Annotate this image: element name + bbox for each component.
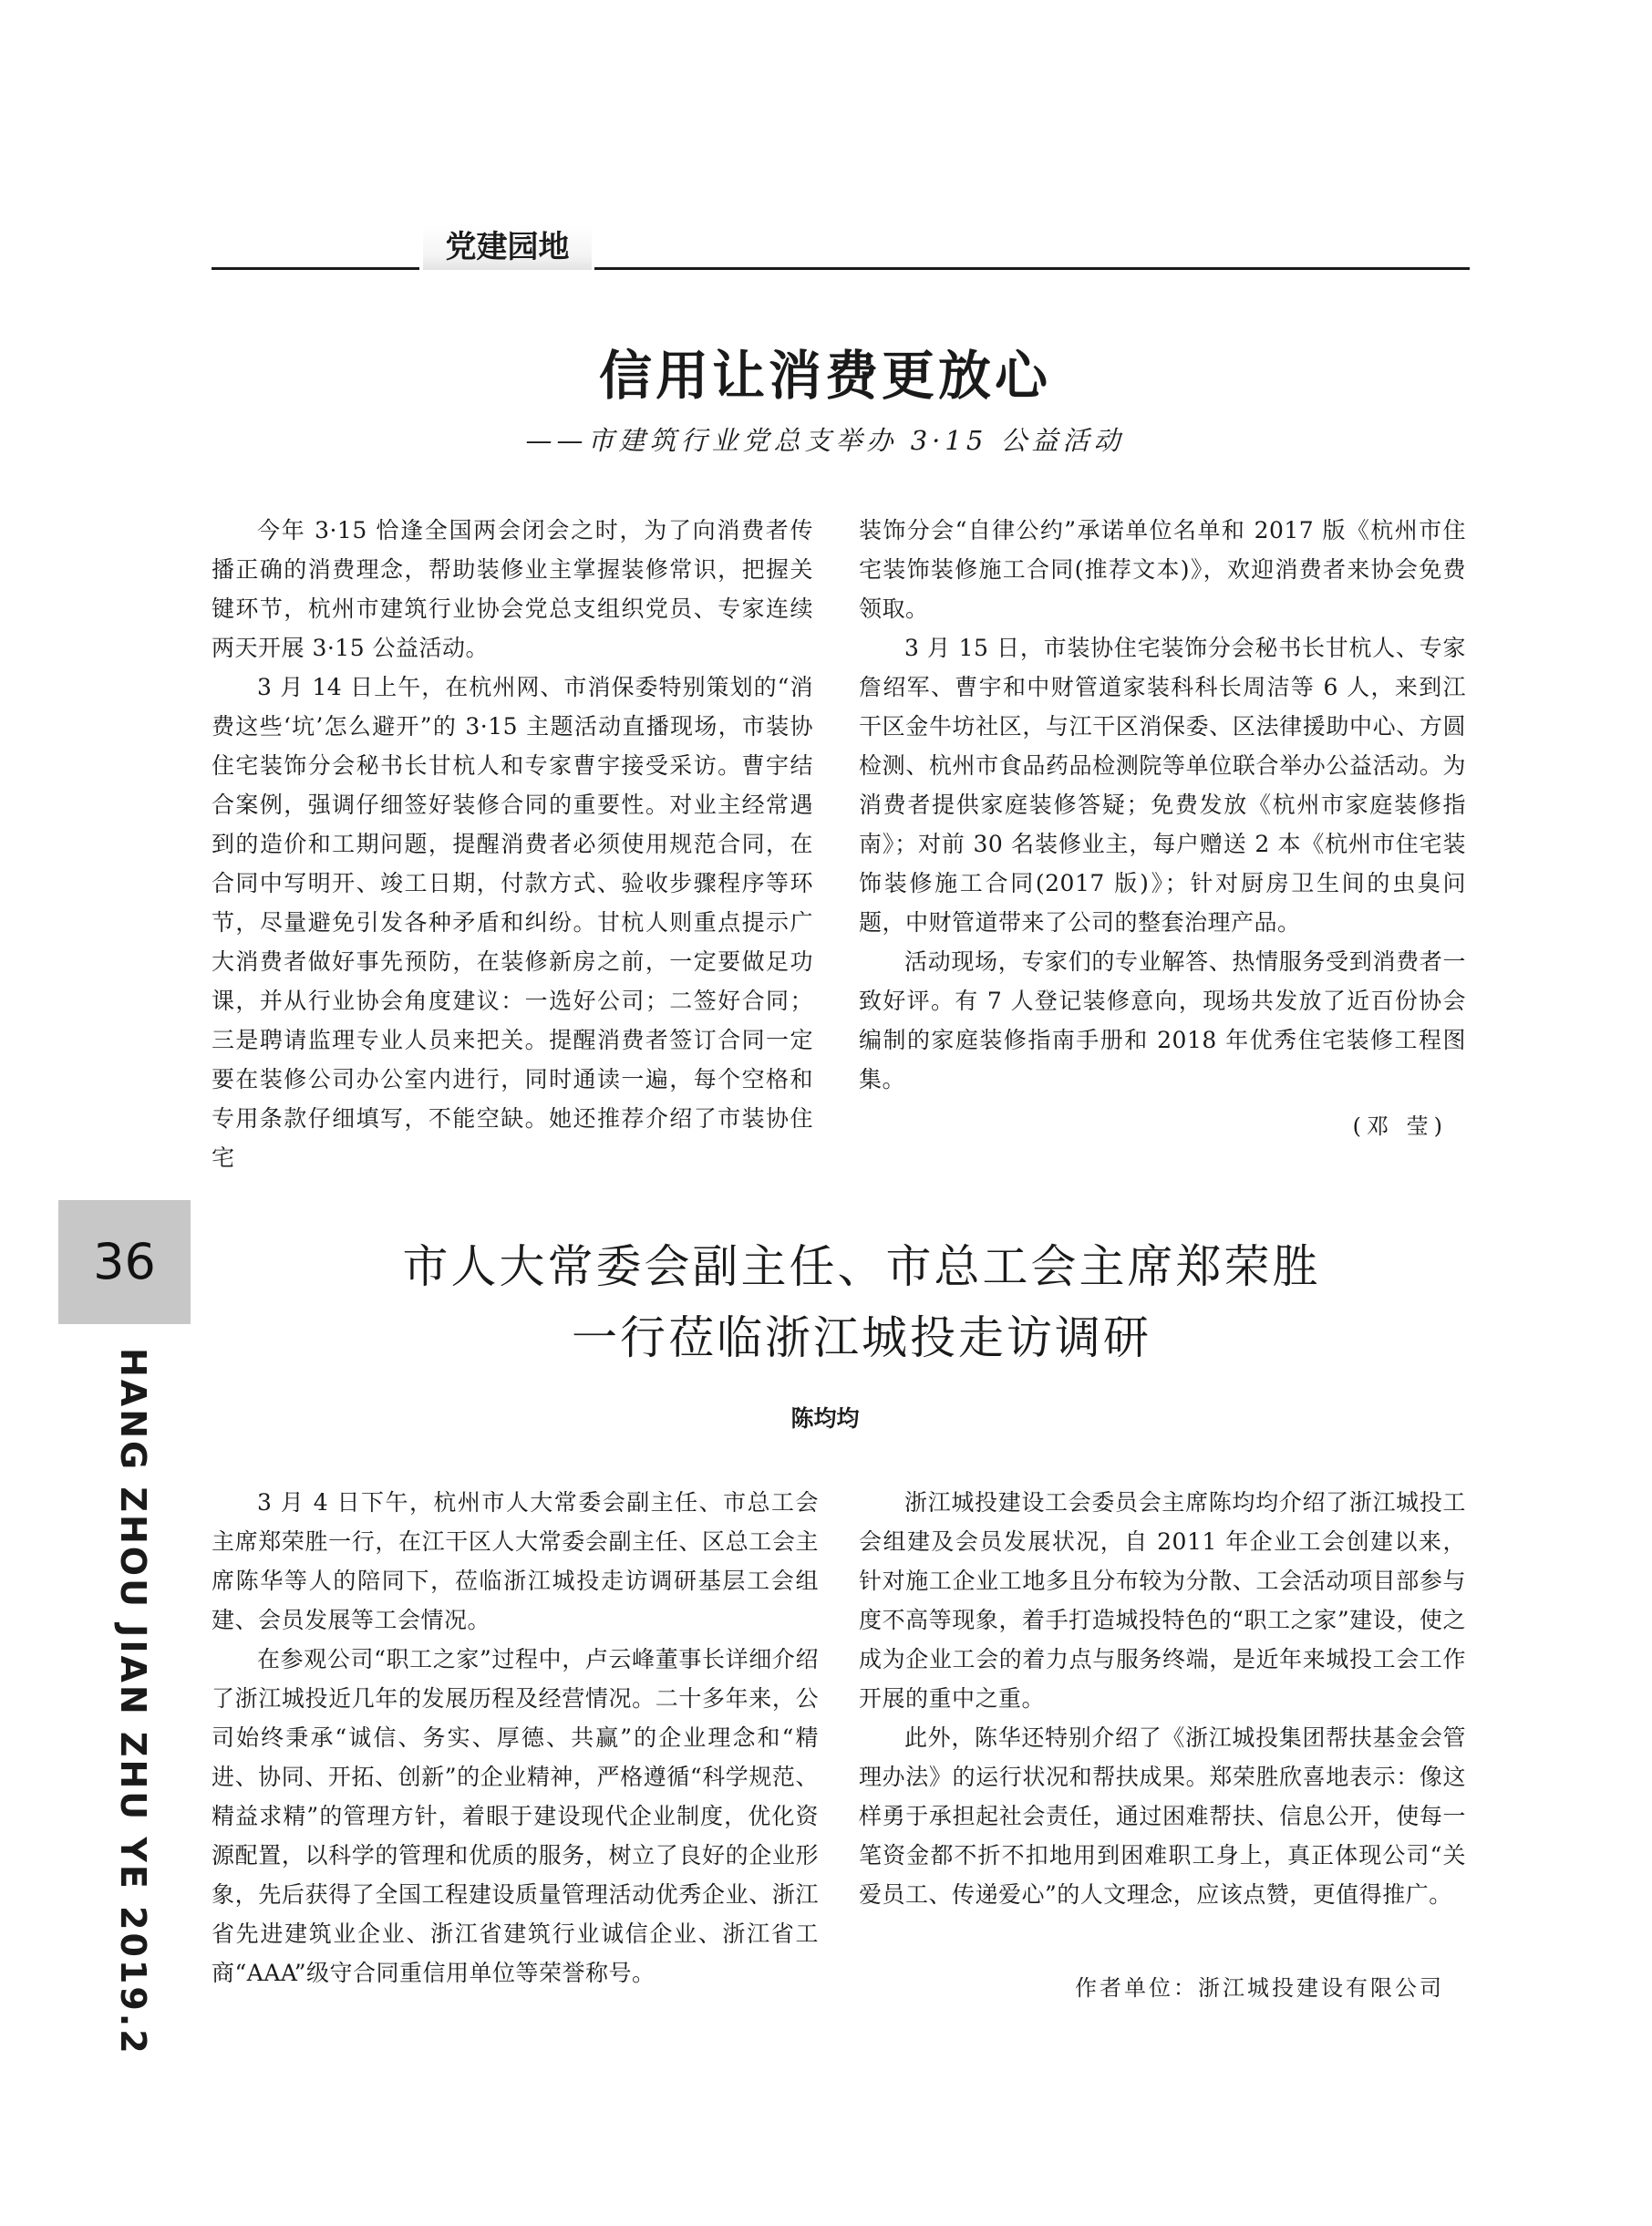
article1-right-continuation: 装饰分会“自律公约”承诺单位名单和 2017 版《杭州市住宅装饰装修施工合同(推荐文本)》，欢迎消费者来协会免费领取。 <box>859 517 1466 622</box>
article1-signature: (邓 莹) <box>1352 1113 1448 1139</box>
article2-right-column <box>859 1483 1466 1914</box>
article1-subtitle: ——市建筑行业党总支举办 3·15 公益活动 <box>525 425 1125 456</box>
article2-left-paragraph: 3 月 4 日下午，杭州市人大常委会副主任、市总工会主席郑荣胜一行，在江干区人大常委会副主任、区总工会主席陈华等人的陪同下，莅临浙江城投走访调研基层工会组建、会员发展等工会情况。 <box>212 1489 819 1633</box>
article1-title: 信用让消费更放心 <box>598 345 1051 407</box>
article2-title-line2: 一行莅临浙江城投走访调研 <box>572 1311 1151 1364</box>
article2-signature: 作者单位：浙江城投建设有限公司 <box>1075 1975 1444 2001</box>
section-rule-right <box>594 267 1470 270</box>
article2-title-line1: 市人大常委会副主任、市总工会主席郑荣胜 <box>402 1240 1321 1293</box>
article1-left-paragraph: 3 月 14 日上午，在杭州网、市消保委特别策划的“消费这些‘坑’怎么避开”的 3·15 主题活动直播现场，市装协住宅装饰分会秘书长甘杭人和专家曹宇接受采访。曹宇结合案例，强调仔细签好装修合同的重要性。对业主经常遇到的造价和工期问题，提醒消费者必须使用规范合同，在合同中写明开、竣工日期，付款方式、验收步骤程序等环节，尽量避免引发各种矛盾和纠纷。甘杭人则重点提示广大消费者做好事先预防，在装修新房之前，一定要做足功课，并从行业协会角度建议：一选好公司；二签好合同；三是聘请监理专业人员来把关。提醒消费者签订合同一定要在装修公司办公室内进行，同时通读一遍，每个空格和专用条款仔细填写，不能空缺。她还推荐介绍了市装协住宅 <box>212 674 813 1171</box>
page-number: 36 <box>58 1200 191 1324</box>
article2-left-column <box>212 1483 819 1993</box>
article2-left-paragraph: 在参观公司“职工之家”过程中，卢云峰董事长详细介绍了浙江城投近几年的发展历程及经营情况。二十多年来，公司始终秉承“诚信、务实、厚德、共赢”的企业理念和“精进、协同、开拓、创新”的企业精神，严格遵循“科学规范、精益求精”的管理方针，着眼于建设现代企业制度，优化资源配置，以科学的管理和优质的服务，树立了良好的企业形象，先后获得了全国工程建设质量管理活动优秀企业、浙江省先进建筑业企业、浙江省建筑行业诚信企业、浙江省工商“AAA”级守合同重信用单位等荣誉称号。 <box>212 1646 819 1986</box>
article1-left-column <box>212 511 813 1177</box>
article2-right-paragraph: 浙江城投建设工会委员会主席陈均均介绍了浙江城投工会组建及会员发展状况，自 2011 年企业工会创建以来，针对施工企业工地多且分布较为分散、工会活动项目部参与度不高等现象，着手打造城投特色的“职工之家”建设，使之成为企业工会的着力点与服务终端，是近年来城投工会工作开展的重中之重。 <box>859 1489 1466 1712</box>
magazine-side-title: HANG ZHOU JIAN ZHU YE 2019.2 <box>113 1348 153 2056</box>
section-rule-left <box>212 267 419 270</box>
article1-right-paragraph: 3 月 15 日，市装协住宅装饰分会秘书长甘杭人、专家詹绍军、曹宇和中财管道家装科科长周洁等 6 人，来到江干区金牛坊社区，与江干区消保委、区法律援助中心、方圆检测、杭州市食品药品检测院等单位联合举办公益活动。为消费者提供家庭装修答疑；免费发放《杭州市家庭装修指南》；对前 30 名装修业主，每户赠送 2 本《杭州市住宅装饰装修施工合同(2017 版)》；针对厨房卫生间的虫臭问题，中财管道带来了公司的整套治理产品。 <box>859 635 1466 936</box>
article2-author: 陈均均 <box>790 1405 860 1432</box>
article1-right-column <box>859 511 1466 1099</box>
article1-right-paragraph: 活动现场，专家们的专业解答、热情服务受到消费者一致好评。有 7 人登记装修意向，现场共发放了近百份协会编制的家庭装修指南手册和 2018 年优秀住宅装修工程图集。 <box>859 948 1466 1092</box>
section-label: 党建园地 <box>423 224 592 270</box>
article2-right-paragraph: 此外，陈华还特别介绍了《浙江城投集团帮扶基金会管理办法》的运行状况和帮扶成果。郑荣胜欣喜地表示：像这样勇于承担起社会责任，通过困难帮扶、信息公开，使每一笔资金都不折不扣地用到困难职工身上，真正体现公司“关爱员工、传递爱心”的人文理念，应该点赞，更值得推广。 <box>859 1724 1466 1908</box>
article1-left-paragraph: 今年 3·15 恰逢全国两会闭会之时，为了向消费者传播正确的消费理念，帮助装修业主掌握装修常识，把握关键环节，杭州市建筑行业协会党总支组织党员、专家连续两天开展 3·15 公益活动。 <box>212 517 813 661</box>
